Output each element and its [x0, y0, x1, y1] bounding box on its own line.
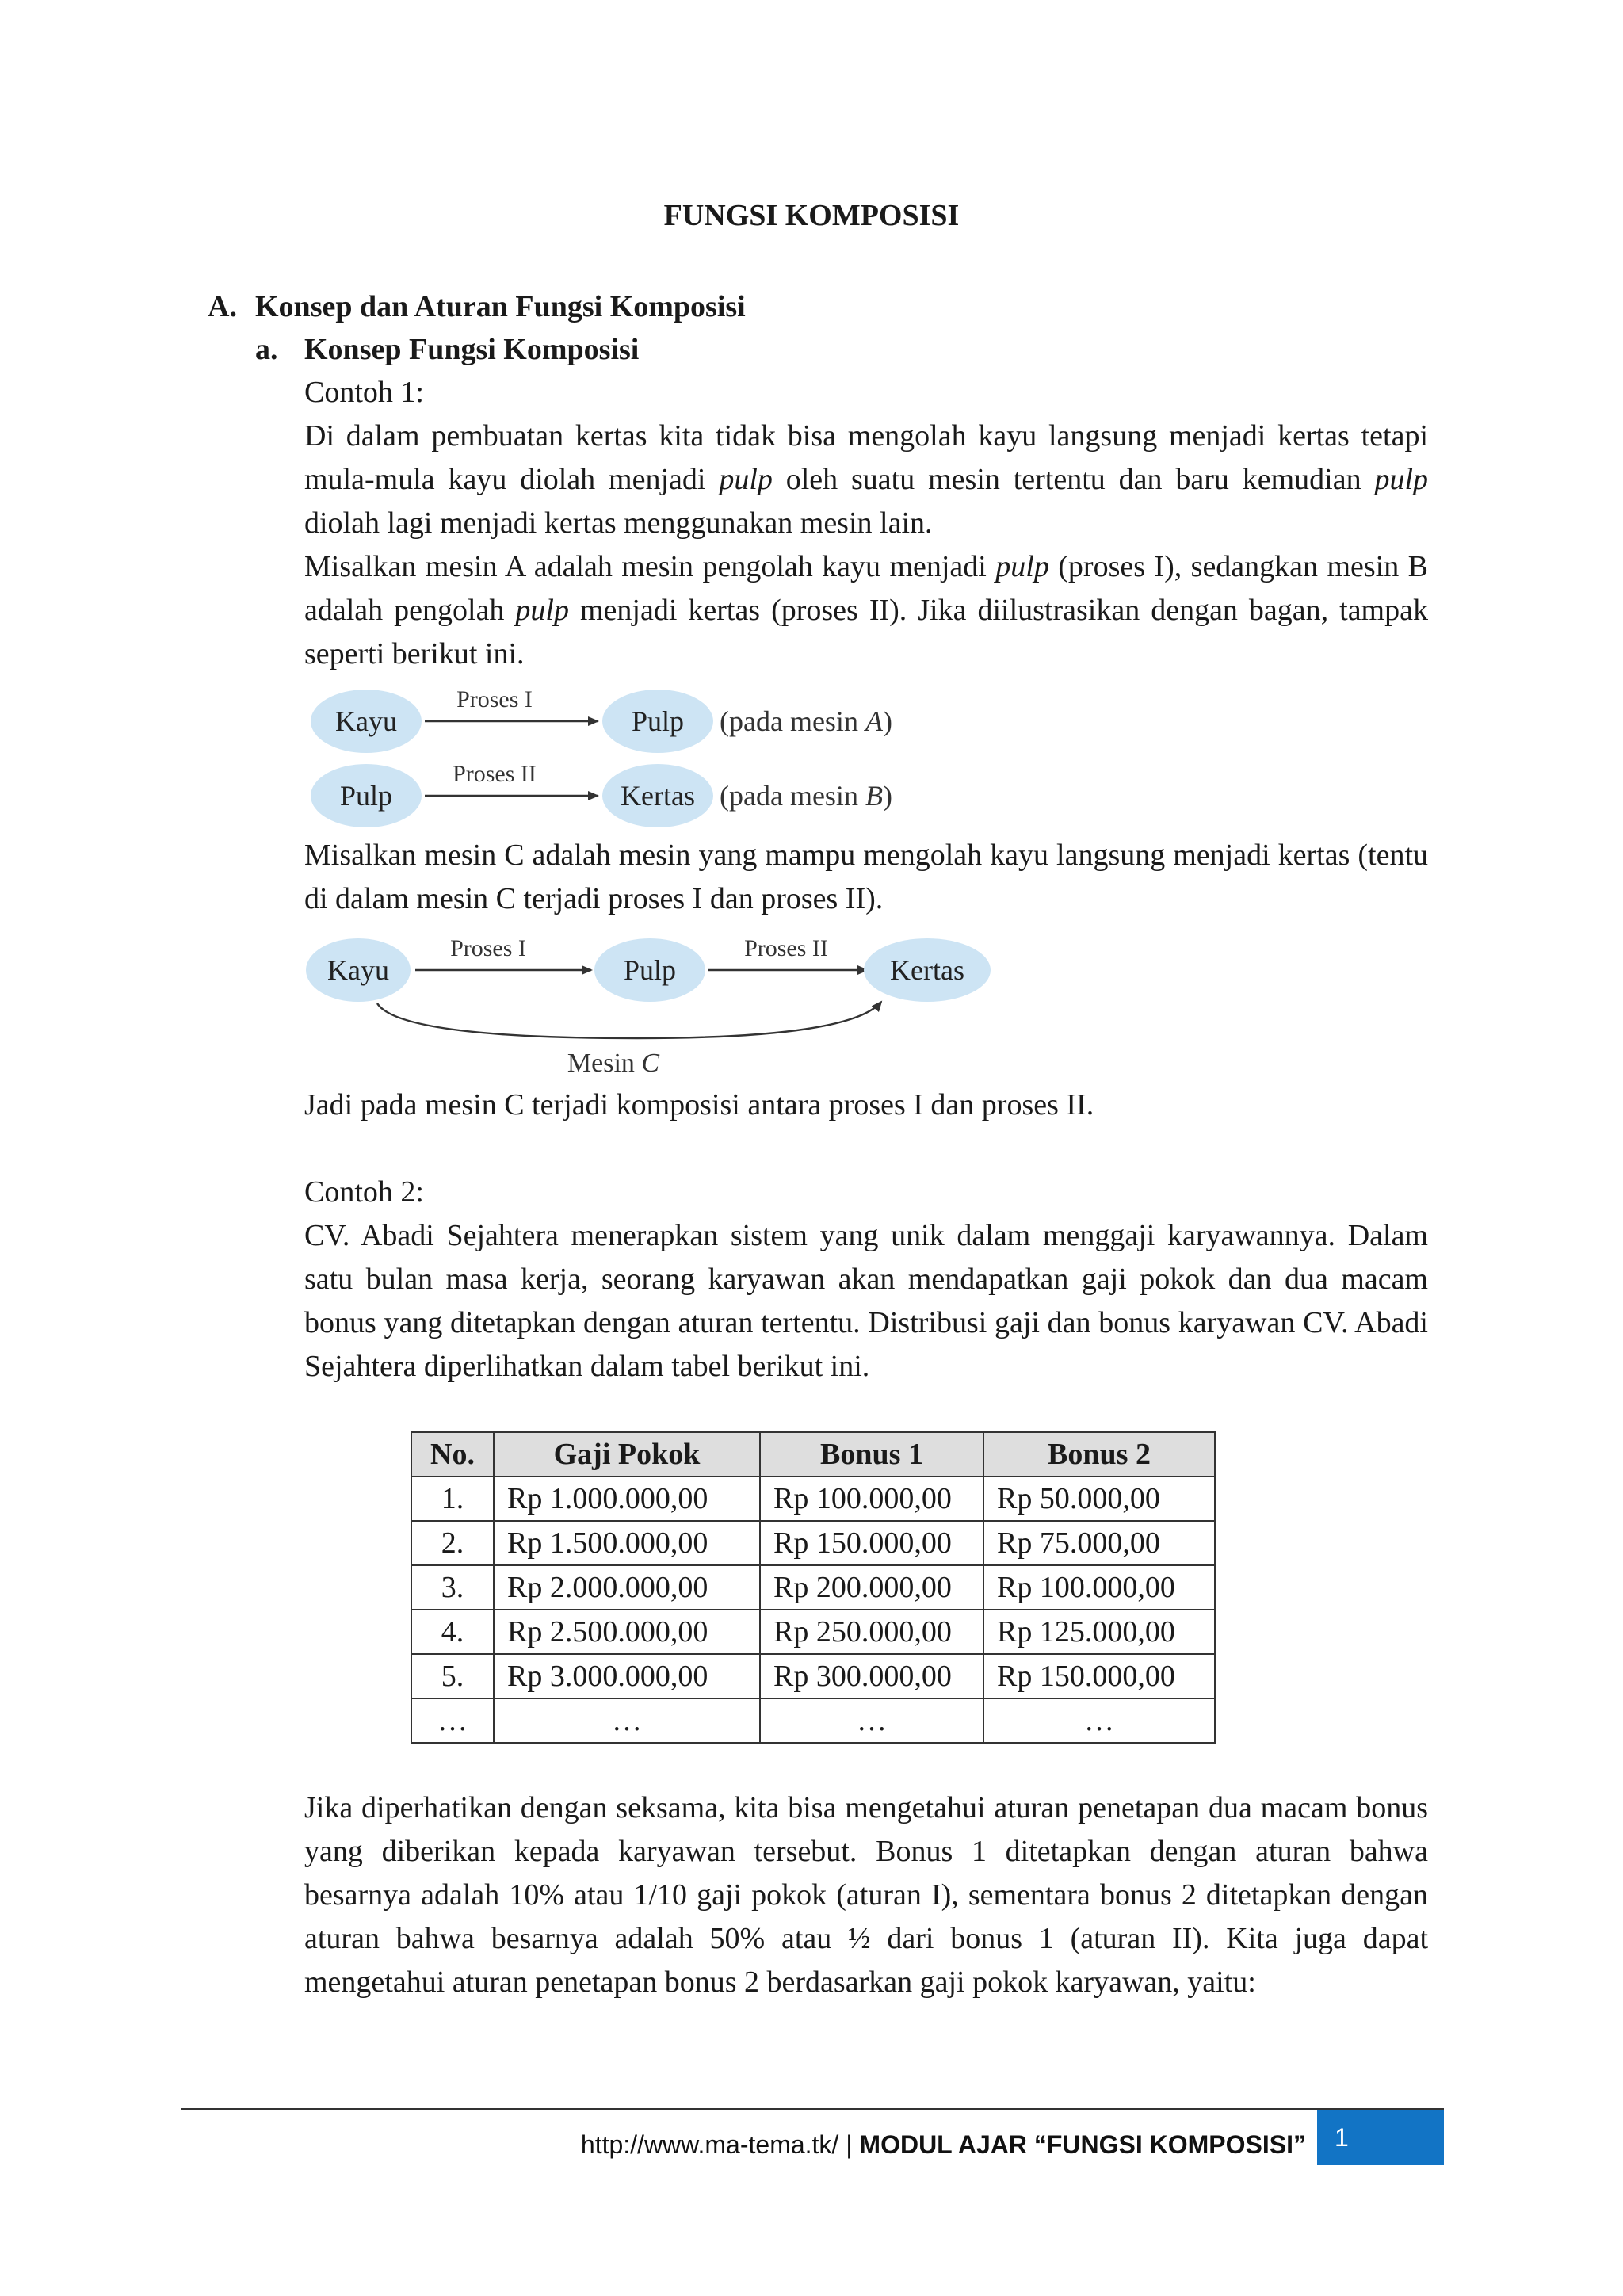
- node-kayu-c-label: Kayu: [327, 954, 389, 986]
- cell-gaji-pokok: Rp 1.000.000,00: [494, 1477, 760, 1521]
- node-pulp-label: Pulp: [631, 705, 685, 737]
- cell-bonus-1: Rp 250.000,00: [760, 1610, 983, 1654]
- contoh2-heading: Contoh 2:: [304, 1175, 424, 1209]
- contoh1-paragraph-2: Misalkan mesin A adalah mesin pengolah kayu menjadi pulp (proses I), sedangkan mesin B adalah pengolah pulp menjadi kertas (proses II). Jika diilustrasikan dengan bagan, tampak seperti berikut ini.: [304, 550, 1428, 670]
- section-a-label: A.: [208, 290, 237, 323]
- contoh1-paragraph-4-block: [304, 1083, 1428, 1127]
- label-proses-1: Proses I: [456, 686, 533, 712]
- node-pulp-2-label: Pulp: [339, 780, 393, 812]
- subsection-a-label: a.: [255, 333, 278, 366]
- node-pulp-c-label: Pulp: [623, 954, 677, 986]
- footer-url[interactable]: http://www.ma-tema.tk/: [580, 2130, 839, 2159]
- cell-no: 5.: [411, 1654, 494, 1698]
- process-diagram-machines-a-b: [304, 683, 954, 834]
- cell-bonus-1: …: [760, 1698, 983, 1743]
- cell-bonus-2: Rp 50.000,00: [983, 1477, 1215, 1521]
- contoh1-paragraph-3: Misalkan mesin C adalah mesin yang mampu mengolah kayu langsung menjadi kertas (tentu di dalam mesin C terjadi proses I dan proses II).: [304, 839, 1428, 915]
- cell-bonus-1: Rp 100.000,00: [760, 1477, 983, 1521]
- cell-bonus-2: Rp 125.000,00: [983, 1610, 1215, 1654]
- cell-bonus-1: Rp 150.000,00: [760, 1521, 983, 1565]
- cell-gaji-pokok: Rp 2.000.000,00: [494, 1565, 760, 1610]
- contoh2-paragraph-2: Jika diperhatikan dengan seksama, kita bisa mengetahui aturan penetapan dua macam bonus yang diberikan kepada karyawan tersebut. Bonus 1 ditetapkan dengan aturan bahwa besarnya adalah 10% atau 1/10 gaji pokok (aturan I), sementara bonus 2 ditetapkan dengan aturan bahwa besarnya adalah 50% atau ½ dari bonus 1 (aturan II). Kita juga dapat mengetahui aturan penetapan bonus 2 berdasarkan gaji pokok karyawan, yaitu:: [304, 1791, 1428, 1999]
- cell-no: 3.: [411, 1565, 494, 1610]
- cell-bonus-1: Rp 300.000,00: [760, 1654, 983, 1698]
- process-diagram-machine-c: [304, 935, 1002, 1086]
- header-bonus-2: Bonus 2: [983, 1432, 1215, 1477]
- cell-bonus-2: Rp 100.000,00: [983, 1565, 1215, 1610]
- salary-table-wrapper: [411, 1431, 1216, 1744]
- cell-gaji-pokok: Rp 1.500.000,00: [494, 1521, 760, 1565]
- cell-no: …: [411, 1698, 494, 1743]
- node-kertas-label: Kertas: [621, 780, 695, 812]
- table-row: [411, 1698, 1215, 1743]
- cell-bonus-2: Rp 75.000,00: [983, 1521, 1215, 1565]
- cell-gaji-pokok: …: [494, 1698, 760, 1743]
- cell-no: 4.: [411, 1610, 494, 1654]
- contoh2-paragraph-2-block: [304, 1786, 1428, 2004]
- node-kertas-c-label: Kertas: [890, 954, 964, 986]
- table-row: [411, 1654, 1215, 1698]
- contoh1-block: [304, 371, 1428, 676]
- header-gaji-pokok: Gaji Pokok: [494, 1432, 760, 1477]
- footer: [581, 2121, 1306, 2168]
- page-number-badge: 1: [1317, 2110, 1444, 2165]
- subsection-a-title: Konsep Fungsi Komposisi: [304, 333, 640, 366]
- header-bonus-1: Bonus 1: [760, 1432, 983, 1477]
- footer-separator: |: [838, 2130, 860, 2159]
- footer-divider: [181, 2108, 1444, 2110]
- table-row: [411, 1521, 1215, 1565]
- cell-no: 2.: [411, 1521, 494, 1565]
- cell-gaji-pokok: Rp 2.500.000,00: [494, 1610, 760, 1654]
- contoh1-paragraph-4: Jadi pada mesin C terjadi komposisi antara proses I dan proses II.: [304, 1088, 1094, 1121]
- table-header-row: [411, 1432, 1215, 1477]
- cell-bonus-1: Rp 200.000,00: [760, 1565, 983, 1610]
- label-proses-2: Proses II: [453, 761, 537, 787]
- cell-no: 1.: [411, 1477, 494, 1521]
- cell-bonus-2: …: [983, 1698, 1215, 1743]
- cell-gaji-pokok: Rp 3.000.000,00: [494, 1654, 760, 1698]
- table-row: [411, 1565, 1215, 1610]
- header-no: No.: [411, 1432, 494, 1477]
- section-a-heading: [208, 285, 746, 328]
- table-row: [411, 1477, 1215, 1521]
- salary-table: [411, 1431, 1216, 1744]
- section-a-title: Konsep dan Aturan Fungsi Komposisi: [255, 290, 746, 323]
- label-proses-1-c: Proses I: [450, 935, 526, 961]
- footer-module-title: MODUL AJAR “FUNGSI KOMPOSISI”: [859, 2130, 1306, 2159]
- arrow-mesin-c: [377, 1002, 881, 1038]
- label-mesin-c: Mesin C: [567, 1049, 660, 1078]
- contoh1-paragraph-1: Di dalam pembuatan kertas kita tidak bisa mengolah kayu langsung menjadi kertas tetapi mula-mula kayu diolah menjadi pulp oleh suatu mesin tertentu dan baru kemudian pulp diolah lagi menjadi kertas menggunakan mesin lain.: [304, 419, 1429, 540]
- subsection-a-heading: [255, 328, 639, 371]
- note-machine-a: (pada mesin A): [720, 705, 892, 737]
- label-proses-2-c: Proses II: [744, 935, 828, 961]
- cell-bonus-2: Rp 150.000,00: [983, 1654, 1215, 1698]
- note-machine-b: (pada mesin B): [720, 780, 892, 812]
- page-title: FUNGSI KOMPOSISI: [663, 199, 960, 232]
- node-kayu-label: Kayu: [335, 705, 397, 737]
- contoh1-heading: Contoh 1:: [304, 376, 424, 409]
- contoh1-paragraph-3-block: [304, 834, 1428, 921]
- contoh2-paragraph-1: CV. Abadi Sejahtera menerapkan sistem yang unik dalam menggaji karyawannya. Dalam satu bulan masa kerja, seorang karyawan akan mendapatkan gaji pokok dan dua macam bonus yang ditetapkan dengan aturan tertentu. Distribusi gaji dan bonus karyawan CV. Abadi Sejahtera diperlihatkan dalam tabel berikut ini.: [304, 1219, 1428, 1383]
- contoh2-block: [304, 1171, 1428, 1389]
- table-row: [411, 1610, 1215, 1654]
